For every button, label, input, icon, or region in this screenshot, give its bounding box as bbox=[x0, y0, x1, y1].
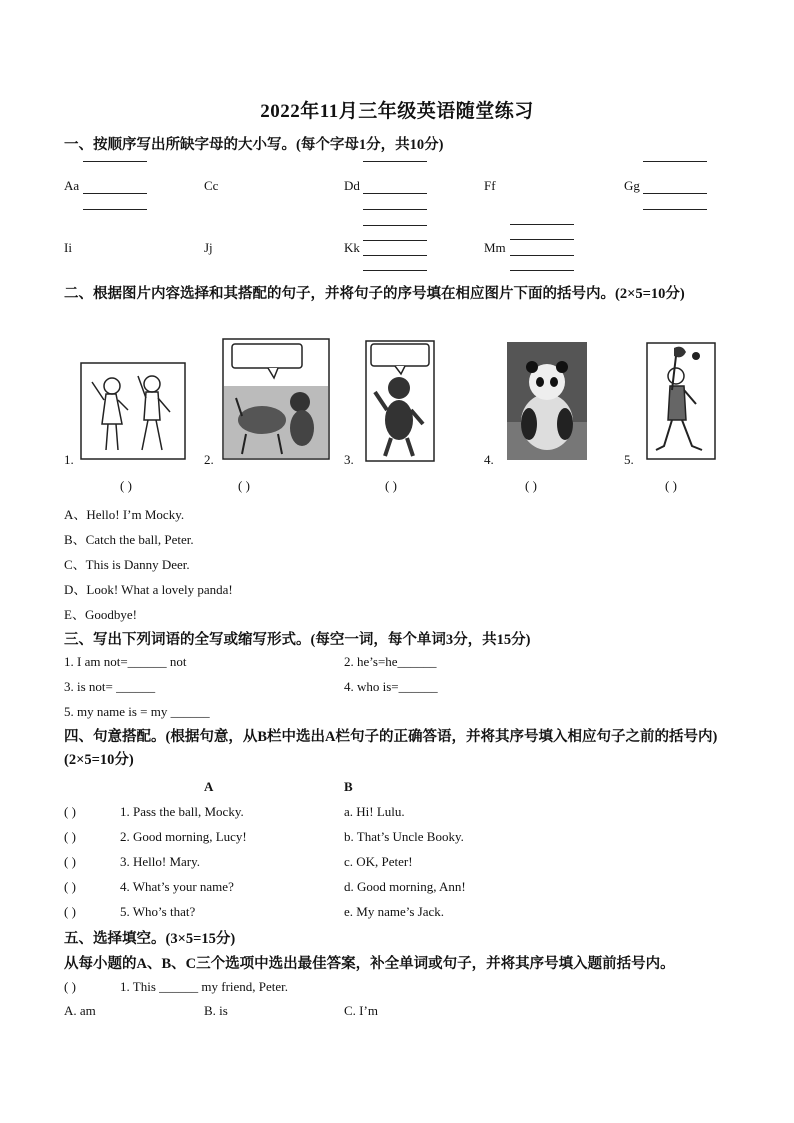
answer-paren[interactable]: ( ) bbox=[64, 829, 76, 844]
choice-c[interactable]: C. I’m bbox=[344, 1003, 378, 1018]
letter-mm: Mm bbox=[484, 240, 506, 255]
blank-line[interactable] bbox=[83, 161, 147, 162]
option-b: B、Catch the ball, Peter. bbox=[64, 532, 194, 547]
choice-a[interactable]: A. am bbox=[64, 1003, 96, 1018]
blank-line[interactable] bbox=[643, 193, 707, 194]
letter-jj: Jj bbox=[204, 240, 213, 255]
abbrev-item[interactable]: 5. my name is = my ______ bbox=[64, 704, 210, 719]
abbrev-item[interactable]: 1. I am not=______ not bbox=[64, 654, 187, 669]
question-1: 1. This ______ my friend, Peter. bbox=[120, 979, 289, 994]
letter-ff: Ff bbox=[484, 178, 496, 193]
match-b-item: e. My name’s Jack. bbox=[344, 904, 445, 919]
letter-aa: Aa bbox=[64, 178, 80, 193]
answer-paren[interactable]: ( ) bbox=[64, 804, 76, 819]
blank-line[interactable] bbox=[363, 270, 427, 271]
answer-paren[interactable]: ( ) bbox=[120, 478, 132, 493]
blank-line[interactable] bbox=[363, 193, 427, 194]
picture-number: 3. bbox=[344, 452, 354, 467]
abbrev-item[interactable]: 3. is not= ______ bbox=[64, 679, 156, 694]
option-e: E、Goodbye! bbox=[64, 607, 137, 622]
picture-number: 2. bbox=[204, 452, 214, 467]
letter-cc: Cc bbox=[204, 178, 219, 193]
section2-heading: 二、根据图片内容选择和其搭配的句子，并将句子的序号填在相应图片下面的括号内。(2×5=10分) bbox=[64, 286, 685, 302]
match-b-item: c. OK, Peter! bbox=[344, 854, 413, 869]
blank-line[interactable] bbox=[363, 240, 427, 241]
picture-number: 1. bbox=[64, 452, 74, 467]
page-title: 2022年11月三年级英语随堂练习 bbox=[260, 101, 534, 122]
section4-heading: 四、句意搭配。(根据句意，从B栏中选出A栏句子的正确答语，并将其序号填入相应句子之前的括号内)(2×5=10分) bbox=[64, 729, 718, 768]
match-b-item: b. That’s Uncle Booky. bbox=[344, 829, 464, 844]
answer-paren[interactable]: ( ) bbox=[525, 478, 537, 493]
blank-line[interactable] bbox=[363, 255, 427, 256]
match-a-item: 4. What’s your name? bbox=[120, 879, 234, 894]
choice-b[interactable]: B. is bbox=[204, 1003, 228, 1018]
monkey-illustration bbox=[365, 340, 435, 462]
answer-paren[interactable]: ( ) bbox=[64, 979, 76, 994]
blank-line[interactable] bbox=[83, 209, 147, 210]
option-c: C、This is Danny Deer. bbox=[64, 557, 190, 572]
blank-line[interactable] bbox=[643, 161, 707, 162]
letter-ii: Ii bbox=[64, 240, 72, 255]
answer-paren[interactable]: ( ) bbox=[385, 478, 397, 493]
answer-paren[interactable]: ( ) bbox=[238, 478, 250, 493]
deer-monkey-illustration bbox=[222, 338, 330, 460]
answer-paren[interactable]: ( ) bbox=[64, 904, 76, 919]
section1-heading: 一、按顺序写出所缺字母的大小写。(每个字母1分，共10分) bbox=[64, 137, 444, 153]
answer-paren[interactable]: ( ) bbox=[665, 478, 677, 493]
match-a-item: 5. Who’s that? bbox=[120, 904, 196, 919]
match-a-item: 1. Pass the ball, Mocky. bbox=[120, 804, 244, 819]
blank-line[interactable] bbox=[510, 239, 574, 240]
match-a-item: 3. Hello! Mary. bbox=[120, 854, 201, 869]
panda-photo bbox=[507, 342, 587, 460]
match-a-item: 2. Good morning, Lucy! bbox=[120, 829, 247, 844]
picture-number: 4. bbox=[484, 452, 494, 467]
boy-catching-ball-illustration bbox=[646, 342, 716, 460]
abbrev-item[interactable]: 4. who is=______ bbox=[344, 679, 438, 694]
blank-line[interactable] bbox=[643, 209, 707, 210]
abbrev-item[interactable]: 2. he’s=he______ bbox=[344, 654, 437, 669]
answer-paren[interactable]: ( ) bbox=[64, 854, 76, 869]
answer-paren[interactable]: ( ) bbox=[64, 879, 76, 894]
match-b-item: a. Hi! Lulu. bbox=[344, 804, 405, 819]
blank-line[interactable] bbox=[363, 209, 427, 210]
column-a-label: A bbox=[204, 779, 214, 794]
option-a: A、Hello! I’m Mocky. bbox=[64, 507, 185, 522]
blank-line[interactable] bbox=[363, 161, 427, 162]
section5-instruction: 从每小题的A、B、C三个选项中选出最佳答案，补全单词或句子，并将其序号填入题前括号内。 bbox=[64, 956, 675, 972]
letter-kk: Kk bbox=[344, 240, 360, 255]
section5-heading: 五、选择填空。(3×5=15分) bbox=[64, 931, 236, 947]
picture-number: 5. bbox=[624, 452, 634, 467]
blank-line[interactable] bbox=[510, 270, 574, 271]
letter-gg: Gg bbox=[624, 178, 640, 193]
section3-heading: 三、写出下列词语的全写或缩写形式。(每空一词，每个单词3分，共15分) bbox=[64, 632, 531, 648]
blank-line[interactable] bbox=[83, 193, 147, 194]
column-b-label: B bbox=[344, 779, 353, 794]
option-d: D、Look! What a lovely panda! bbox=[64, 582, 233, 597]
kids-waving-illustration bbox=[80, 362, 186, 460]
blank-line[interactable] bbox=[510, 255, 574, 256]
blank-line[interactable] bbox=[363, 225, 427, 226]
match-b-item: d. Good morning, Ann! bbox=[344, 879, 466, 894]
blank-line[interactable] bbox=[510, 224, 574, 225]
letter-dd: Dd bbox=[344, 178, 360, 193]
